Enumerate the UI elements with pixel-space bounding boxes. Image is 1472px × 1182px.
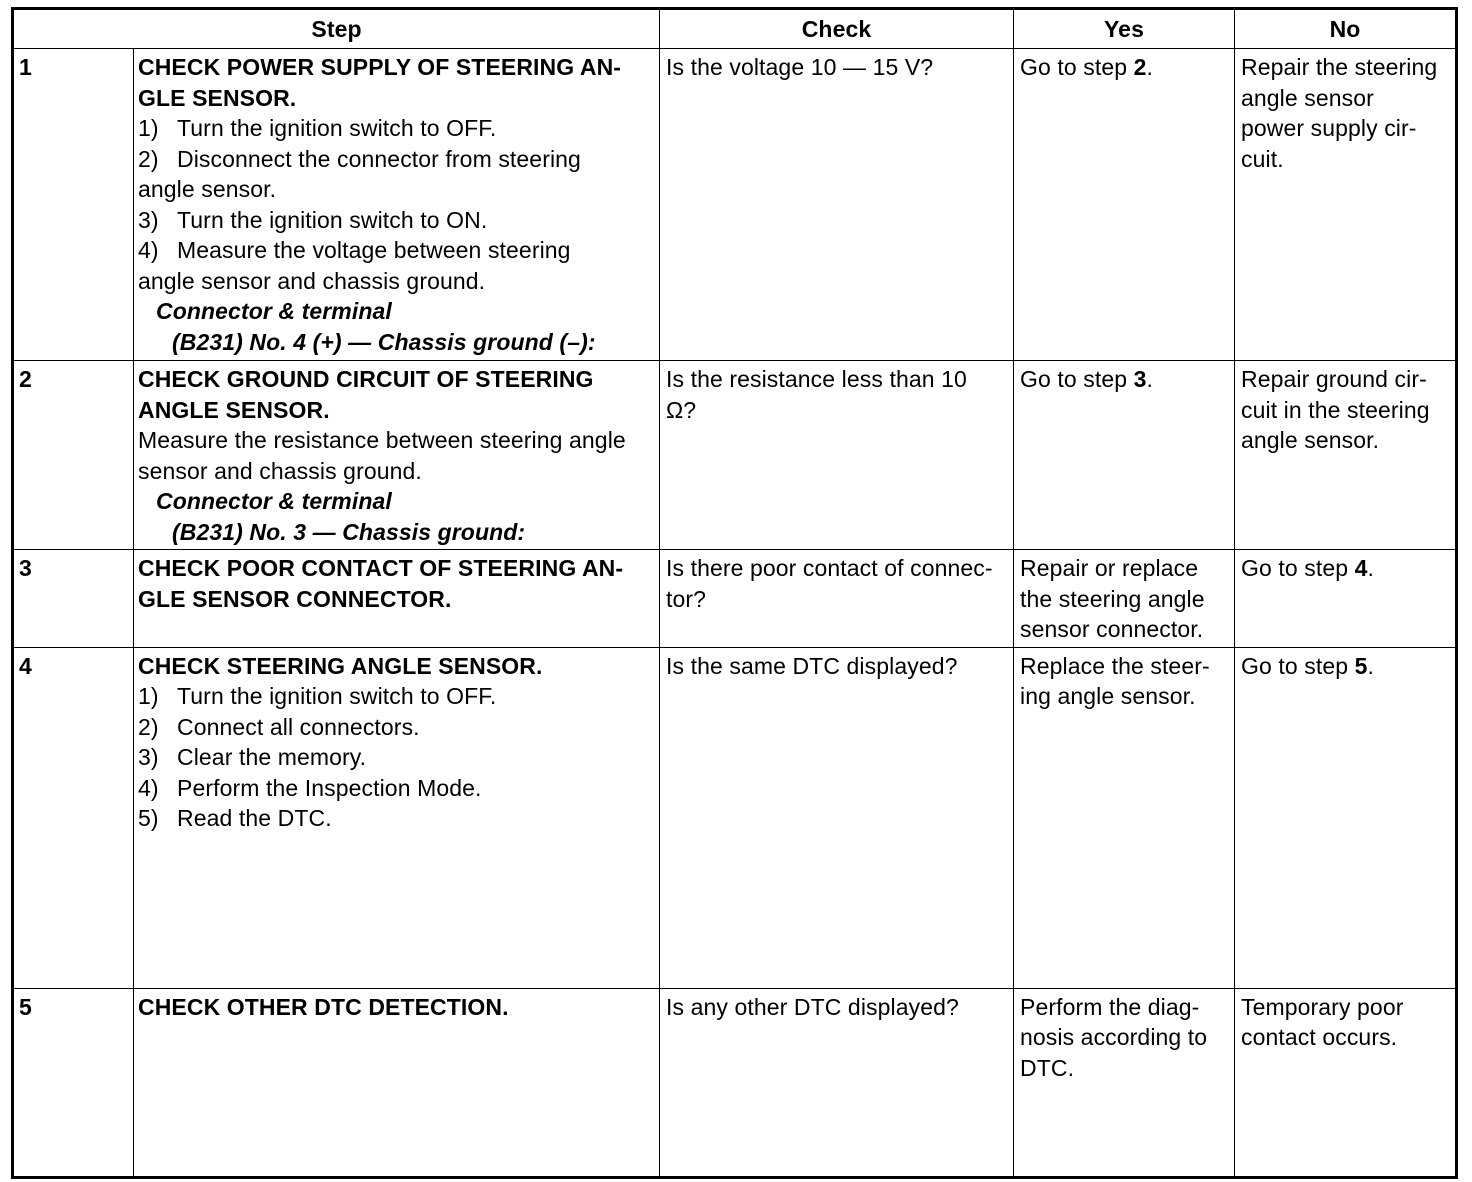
procedure-step: 1) Turn the ignition switch to OFF. (138, 115, 497, 141)
step-content: CHECK POWER SUPPLY OF STEERING AN- GLE SENSOR. 1) Turn the ignition switch to OFF. 2) Disconnect the connector from steering angle sensor. 3) Turn the ignition switch to ON. 4) Measure the voltage between steering angle sensor and chassis ground. Connector & terminal (B231) No. 4 (+) — Chassis ground (–): (134, 49, 660, 361)
step-number: 3 (13, 550, 134, 648)
yes-cell: Go to step 2. (1014, 49, 1235, 361)
connector-value: (B231) No. 4 (+) — Chassis ground (–): (172, 328, 596, 355)
procedure-step: 3) Turn the ignition switch to ON. (138, 206, 488, 233)
check-cell: Is the voltage 10 — 15 V? (660, 49, 1014, 361)
step-content: CHECK GROUND CIRCUIT OF STEERING ANGLE SENSOR. Measure the resistance between steering angle sensor and chassis ground. Connector & terminal (B231) No. 3 — Chassis ground: (134, 361, 660, 550)
check-cell: Is any other DTC displayed? (660, 988, 1014, 1177)
yes-cell: Replace the steer- ing angle sensor. (1014, 647, 1235, 988)
step-content (134, 988, 660, 1177)
procedure-step: 2) Connect all connectors. (138, 713, 420, 740)
step-title: CHECK POOR CONTACT OF STEERING AN- GLE SENSOR CONNECTOR. (138, 555, 624, 612)
connector-label: Connector & terminal (156, 298, 392, 324)
no-cell: Go to step 5. (1235, 647, 1457, 988)
procedure-step: 2) Disconnect the connector from steering (138, 145, 581, 172)
check-cell: Is there poor contact of connec- tor? (660, 550, 1014, 648)
procedure-step: 5) Read the DTC. (138, 805, 332, 831)
step-number: 1 (13, 49, 134, 361)
no-cell: Temporary poor contact occurs. (1235, 988, 1457, 1177)
step-ref: 3 (1133, 366, 1147, 392)
step-ref: 2 (1133, 54, 1147, 80)
step-title: CHECK POWER SUPPLY OF STEERING AN- GLE SENSOR. (138, 54, 622, 111)
table-header-row (13, 9, 1457, 49)
step-number: 5 (13, 988, 134, 1177)
header-no: No (1235, 9, 1457, 49)
check-cell: Is the resistance less than 10 Ω? (660, 361, 1014, 550)
table-row (13, 361, 1457, 550)
connector-value: (B231) No. 3 — Chassis ground: (172, 518, 526, 545)
table-row (13, 988, 1457, 1177)
check-cell: Is the same DTC displayed? (660, 647, 1014, 988)
step-title: CHECK OTHER DTC DETECTION. (138, 993, 509, 1020)
header-step: Step (13, 9, 660, 49)
step-ref: 4 (1354, 555, 1368, 581)
procedure-step: 4) Measure the voltage between steering (138, 237, 571, 263)
no-cell: Repair the steering angle sensor power supply cir- cuit. (1235, 49, 1457, 361)
yes-cell: Go to step 3. (1014, 361, 1235, 550)
step-title: CHECK GROUND CIRCUIT OF STEERING ANGLE SENSOR. (138, 366, 594, 423)
yes-cell: Perform the diag- nosis according to DTC. (1014, 988, 1235, 1177)
connector-label: Connector & terminal (156, 488, 392, 514)
no-cell: Repair ground cir- cuit in the steering angle sensor. (1235, 361, 1457, 550)
yes-cell: Repair or replace the steering angle sensor connector. (1014, 550, 1235, 648)
procedure-step: 4) Perform the Inspection Mode. (138, 774, 482, 801)
step-ref: 5 (1354, 652, 1368, 679)
step-number: 2 (13, 361, 134, 550)
procedure-step: 3) Clear the memory. (138, 744, 367, 770)
table-row (13, 647, 1457, 988)
step-number: 4 (13, 647, 134, 988)
procedure-step: 1) Turn the ignition switch to OFF. (138, 683, 497, 709)
no-cell: Go to step 4. (1235, 550, 1457, 648)
step-content (134, 550, 660, 648)
table-row (13, 550, 1457, 648)
header-check: Check (660, 9, 1014, 49)
step-title: CHECK STEERING ANGLE SENSOR. (138, 652, 543, 679)
header-yes: Yes (1014, 9, 1235, 49)
step-content (134, 647, 660, 988)
table-row (13, 49, 1457, 361)
diagnostic-procedure-table (11, 7, 1458, 1179)
